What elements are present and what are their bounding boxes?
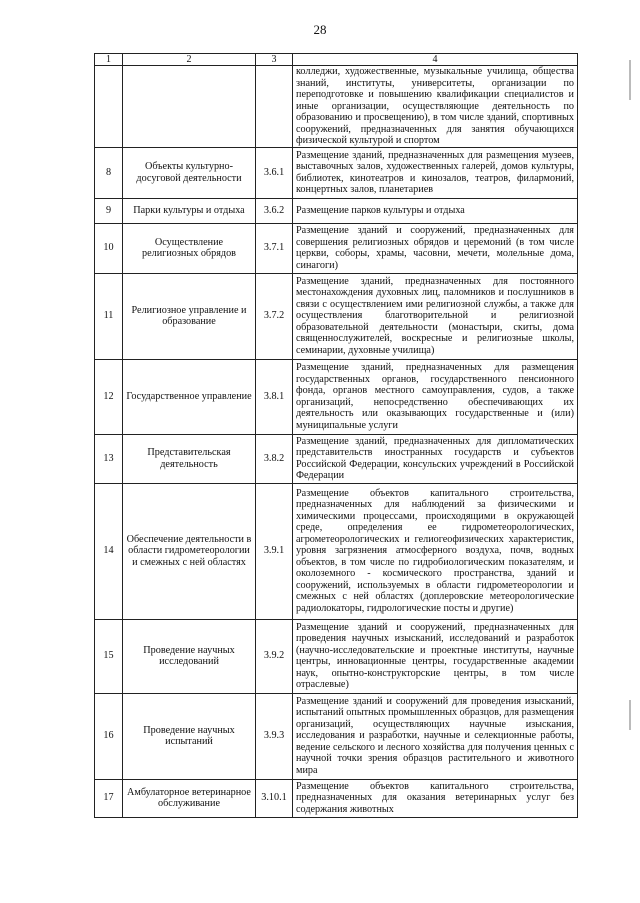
table-row bbox=[95, 434, 578, 483]
row-name bbox=[123, 66, 256, 148]
row-code: 3.6.2 bbox=[256, 198, 293, 223]
page-number: 28 bbox=[313, 22, 327, 37]
row-description: Размещение зданий и сооружений, предназначенных для совершения религиозных обрядов и церемоний (в том числе церкви, соборы, храмы, часовни, мечети, молельные дома, синагоги) bbox=[293, 223, 578, 273]
table-row bbox=[95, 619, 578, 693]
table-row bbox=[95, 693, 578, 779]
row-name: Обеспечение деятельности в области гидрометеорологии и смежных с ней областях bbox=[123, 483, 256, 619]
row-code: 3.8.1 bbox=[256, 359, 293, 434]
table-row bbox=[95, 198, 578, 223]
row-code: 3.7.1 bbox=[256, 223, 293, 273]
row-description: Размещение зданий, предназначенных для размещения государственных органов, государственного пенсионного фонда, органов местного самоуправления, судов, а также организаций, непосредственно обеспечивающих их деятельность или оказывающих государственные и (или) муниципальные услуги bbox=[293, 359, 578, 434]
row-number: 17 bbox=[95, 779, 123, 817]
row-number: 13 bbox=[95, 434, 123, 483]
table-row bbox=[95, 273, 578, 359]
column-header: 3 bbox=[256, 54, 293, 66]
row-description: колледжи, художественные, музыкальные училища, общества знаний, институты, университеты, организации по переподготовке и повышению квалификации специалистов и иные организации, осуществляющие деятельность по образованию и просвещению), в том числе зданий, спортивных сооружений, предназначенных для занятия обучающихся физической культурой и спортом bbox=[293, 66, 578, 148]
row-description: Размещение зданий, предназначенных для размещения музеев, выставочных залов, художественных галерей, домов культуры, библиотек, кинотеатров и кинозалов, театров, филармоний, концертных залов, планетариев bbox=[293, 147, 578, 198]
row-name: Проведение научных испытаний bbox=[123, 693, 256, 779]
scan-edge-mark bbox=[629, 60, 631, 100]
row-description: Размещение зданий, предназначенных для дипломатических представительств иностранных государств и субъектов Российской Федерации, консульских учреждений в Российской Федерации bbox=[293, 434, 578, 483]
row-code: 3.7.2 bbox=[256, 273, 293, 359]
row-number bbox=[95, 66, 123, 148]
row-name: Объекты культурно-досуговой деятельности bbox=[123, 147, 256, 198]
row-name: Представительская деятельность bbox=[123, 434, 256, 483]
row-number: 8 bbox=[95, 147, 123, 198]
row-code: 3.9.2 bbox=[256, 619, 293, 693]
column-header: 4 bbox=[293, 54, 578, 66]
land-use-table bbox=[94, 53, 578, 818]
row-description: Размещение парков культуры и отдыха bbox=[293, 198, 578, 223]
row-number: 15 bbox=[95, 619, 123, 693]
row-code bbox=[256, 66, 293, 148]
table-row bbox=[95, 223, 578, 273]
row-number: 9 bbox=[95, 198, 123, 223]
row-name: Проведение научных исследований bbox=[123, 619, 256, 693]
row-name: Государственное управление bbox=[123, 359, 256, 434]
row-name: Религиозное управление и образование bbox=[123, 273, 256, 359]
row-name: Парки культуры и отдыха bbox=[123, 198, 256, 223]
table-row bbox=[95, 147, 578, 198]
column-header: 1 bbox=[95, 54, 123, 66]
table-header-row bbox=[95, 54, 578, 66]
row-name: Амбулаторное ветеринарное обслуживание bbox=[123, 779, 256, 817]
row-number: 11 bbox=[95, 273, 123, 359]
row-code: 3.6.1 bbox=[256, 147, 293, 198]
row-number: 10 bbox=[95, 223, 123, 273]
row-number: 16 bbox=[95, 693, 123, 779]
row-description: Размещение зданий и сооружений для проведения изысканий, испытаний опытных промышленных образцов, для размещения организаций, осуществляющих научные изыскания, исследования и разработки, научные и селекционные работы, ведение сельского и лесного хозяйства для получения ценных с научной точки зрения образцов растительного и животного мира bbox=[293, 693, 578, 779]
column-header: 2 bbox=[123, 54, 256, 66]
table-row bbox=[95, 359, 578, 434]
row-code: 3.10.1 bbox=[256, 779, 293, 817]
row-description: Размещение зданий, предназначенных для постоянного местонахождения духовных лиц, паломников и послушников в связи с осуществлением ими религиозной службы, а также для осуществления благотворительной и религиозной образовательной деятельности (монастыри, скиты, дома священнослужителей, воскресные и религиозные школы, семинарии, духовные училища) bbox=[293, 273, 578, 359]
table-row bbox=[95, 66, 578, 148]
row-number: 12 bbox=[95, 359, 123, 434]
row-description: Размещение объектов капитального строительства, предназначенных для оказания ветеринарных услуг без содержания животных bbox=[293, 779, 578, 817]
table-row bbox=[95, 779, 578, 817]
row-code: 3.9.3 bbox=[256, 693, 293, 779]
row-code: 3.8.2 bbox=[256, 434, 293, 483]
row-description: Размещение зданий и сооружений, предназначенных для проведения научных изысканий, исследований и разработок (научно-исследовательские и проектные институты, научные центры, инновационные центры, государственные академии наук, опытно-конструкторские центры, в том числе отраслевые) bbox=[293, 619, 578, 693]
row-code: 3.9.1 bbox=[256, 483, 293, 619]
row-number: 14 bbox=[95, 483, 123, 619]
row-name: Осуществление религиозных обрядов bbox=[123, 223, 256, 273]
row-description: Размещение объектов капитального строительства, предназначенных для наблюдений за физическими и химическими процессами, происходящими в окружающей среде, определения ее гидрометеорологических, агрометеорологических и гелиогеофизических характеристик, уровня загрязнения атмосферного воздуха, почв, водных объектов, в том числе по гидробиологическим показателям, и околоземного - космического пространства, зданий и сооружений, используемых в области гидрометеорологии и смежных с ней областях (доплеровские метеорологические радиолокаторы, гидрологические посты и другие) bbox=[293, 483, 578, 619]
table-row bbox=[95, 483, 578, 619]
scan-edge-mark bbox=[629, 700, 631, 730]
